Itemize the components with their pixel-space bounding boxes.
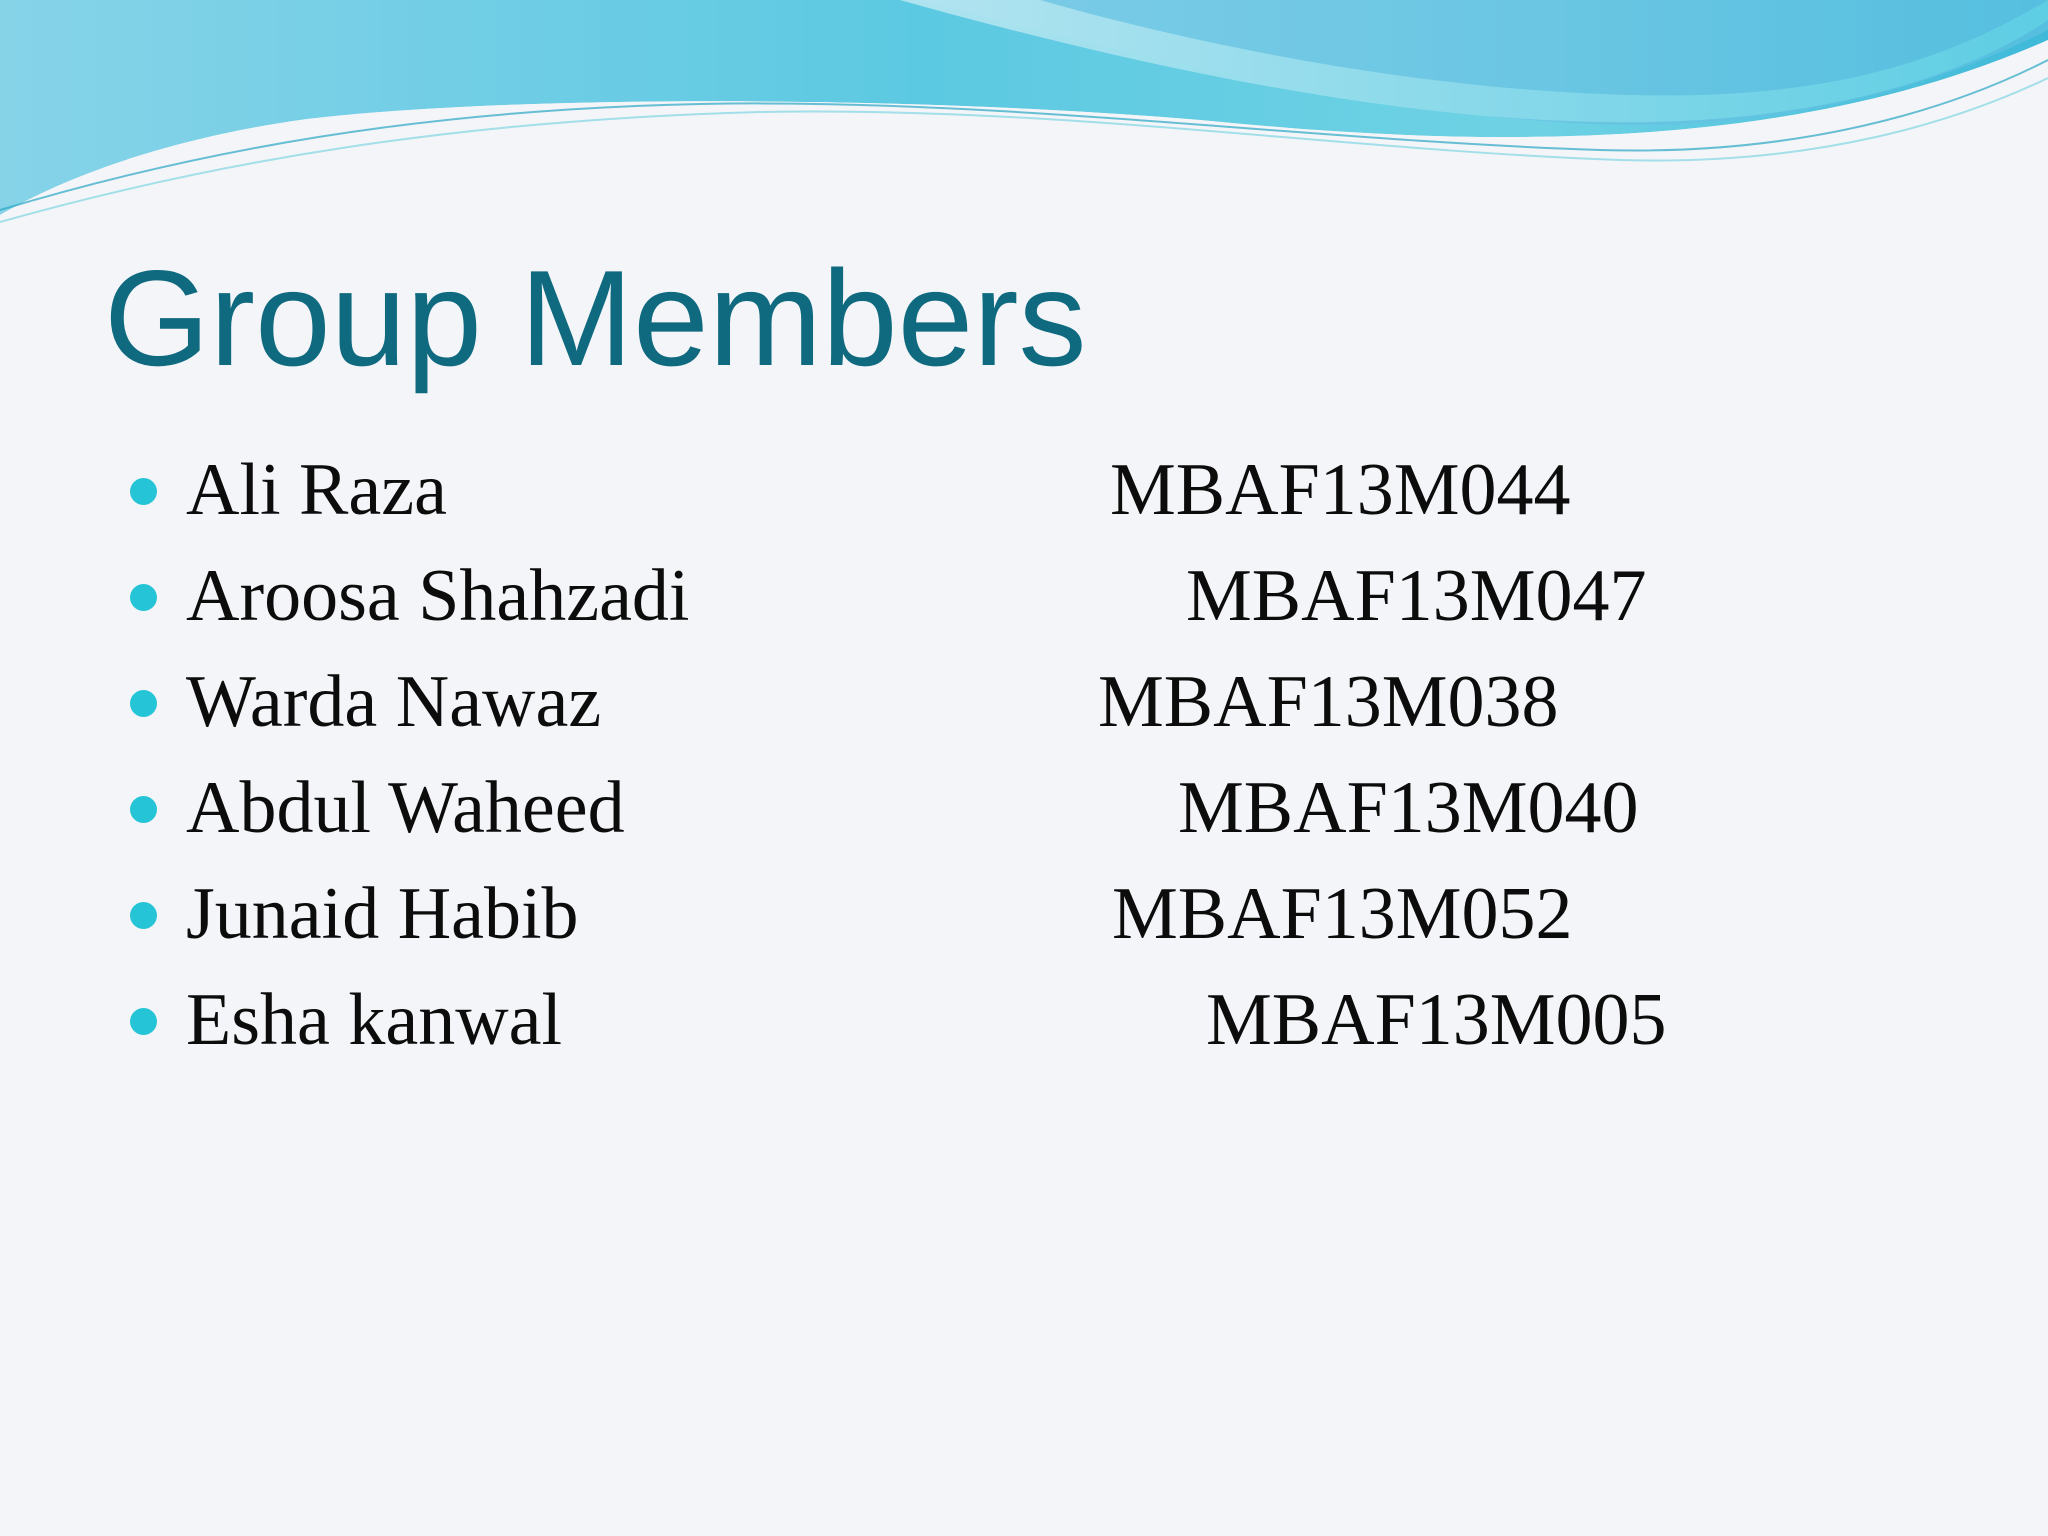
member-name: Junaid Habib (186, 873, 579, 955)
list-item (0, 970, 2048, 1070)
list-item (0, 864, 2048, 964)
member-id: MBAF13M052 (1112, 873, 1573, 955)
bullet-icon (130, 1008, 157, 1035)
member-id: MBAF13M040 (1178, 767, 1639, 849)
member-name: Abdul Waheed (186, 767, 625, 849)
member-name: Aroosa Shahzadi (186, 555, 690, 637)
member-name: Esha kanwal (186, 979, 563, 1061)
bullet-icon (130, 902, 157, 929)
bullet-icon (130, 584, 157, 611)
list-item (0, 652, 2048, 752)
bullet-icon (130, 478, 157, 505)
list-item (0, 440, 2048, 540)
bullet-icon (130, 690, 157, 717)
member-id: MBAF13M005 (1206, 979, 1667, 1061)
member-name: Ali Raza (186, 449, 447, 531)
bullet-icon (130, 796, 157, 823)
member-id: MBAF13M047 (1186, 555, 1647, 637)
member-name: Warda Nawaz (186, 661, 602, 743)
member-id: MBAF13M038 (1098, 661, 1559, 743)
member-id: MBAF13M044 (1110, 449, 1571, 531)
list-item (0, 758, 2048, 858)
list-item (0, 546, 2048, 646)
slide-title: Group Members (104, 242, 1087, 394)
